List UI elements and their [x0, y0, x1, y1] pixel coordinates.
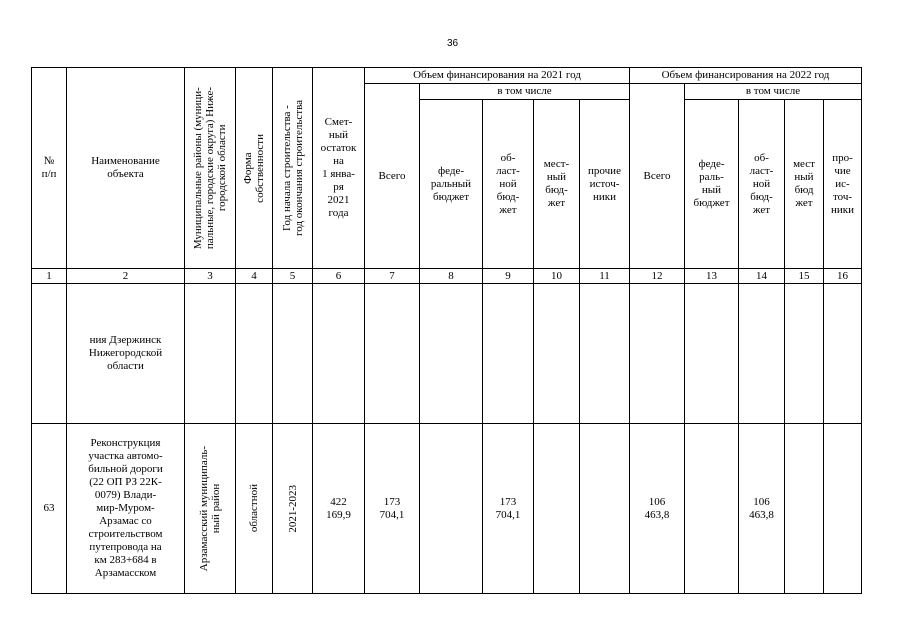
cell-total-2021: [365, 284, 420, 424]
cell-federal-2021: [420, 284, 483, 424]
header-ownership: [236, 68, 273, 269]
header-funding-2021: Объем финансирования на 2021 год: [365, 68, 630, 84]
header-ownership-text: Форма собственности: [242, 133, 266, 203]
column-number: 10: [534, 269, 580, 284]
page-number: 36: [446, 38, 459, 49]
cell-local-2022: [785, 424, 824, 594]
header-other-2021: прочие источ- ники: [580, 100, 630, 269]
cell-ownership-text: областной: [248, 484, 260, 533]
column-number: 13: [685, 269, 739, 284]
cell-municipality: [185, 424, 236, 594]
cell-regional-2022: [739, 284, 785, 424]
cell-no: 63: [32, 424, 67, 594]
cell-local-2021: [534, 424, 580, 594]
column-number: 7: [365, 269, 420, 284]
header-total-2022: Всего: [630, 84, 685, 269]
cell-years: [273, 284, 313, 424]
cell-municipality-text: Арзамасский муниципаль- ный район: [198, 445, 222, 572]
column-number: 14: [739, 269, 785, 284]
header-years: [273, 68, 313, 269]
header-municipality-text: Муниципальные районы (муници- пальные, городские округа) Ниже- городской области: [192, 86, 228, 250]
header-years-text: Год начала строительства - год окончания строительства: [280, 100, 305, 236]
cell-municipality: [185, 284, 236, 424]
header-regional-2021: об- ласт- ной бюд- жет: [483, 100, 534, 269]
header-regional-2022: об- ласт- ной бюд- жет: [739, 100, 785, 269]
cell-other-2022: [824, 424, 862, 594]
table-row: [32, 284, 862, 424]
cell-name: Реконструкция участка автомо- бильной дороги (22 ОП РЗ 22К- 0079) Влади- мир-Муром- Арзамас со строительством путепровода на км 283+684 в Арзамасском: [67, 424, 185, 594]
cell-regional-2022: 106 463,8: [739, 424, 785, 594]
column-number: 11: [580, 269, 630, 284]
header-federal-2021: феде- ральный бюджет: [420, 100, 483, 269]
header-local-2021: мест- ный бюд- жет: [534, 100, 580, 269]
cell-federal-2022: [685, 284, 739, 424]
table-row: [32, 424, 862, 594]
cell-other-2021: [580, 284, 630, 424]
cell-federal-2022: [685, 424, 739, 594]
cell-estimate: 422 169,9: [313, 424, 365, 594]
cell-total-2022: 106 463,8: [630, 424, 685, 594]
cell-no: [32, 284, 67, 424]
header-total-2021: Всего: [365, 84, 420, 269]
cell-total-2022: [630, 284, 685, 424]
cell-ownership: [236, 284, 273, 424]
column-number: 6: [313, 269, 365, 284]
cell-total-2021: 173 704,1: [365, 424, 420, 594]
cell-regional-2021: [483, 284, 534, 424]
column-number: 12: [630, 269, 685, 284]
cell-local-2021: [534, 284, 580, 424]
header-local-2022: мест ный бюд жет: [785, 100, 824, 269]
column-number: 5: [273, 269, 313, 284]
column-number: 15: [785, 269, 824, 284]
column-number: 4: [236, 269, 273, 284]
header-federal-2022: феде- раль- ный бюджет: [685, 100, 739, 269]
column-numbers-row: [32, 269, 862, 284]
cell-local-2022: [785, 284, 824, 424]
financing-table: [31, 67, 862, 594]
header-no: № п/п: [32, 68, 67, 269]
cell-federal-2021: [420, 424, 483, 594]
header-municipality: [185, 68, 236, 269]
header-estimate: Смет- ный остаток на 1 янва- ря 2021 года: [313, 68, 365, 269]
cell-name: ния Дзержинск Нижегородской области: [67, 284, 185, 424]
column-number: 16: [824, 269, 862, 284]
header-funding-2022: Объем финансирования на 2022 год: [630, 68, 862, 84]
column-number: 9: [483, 269, 534, 284]
header-name: Наименование объекта: [67, 68, 185, 269]
header-other-2022: про- чие ис- точ- ники: [824, 100, 862, 269]
cell-regional-2021: 173 704,1: [483, 424, 534, 594]
cell-years-text: 2021-2023: [286, 484, 299, 533]
cell-ownership: [236, 424, 273, 594]
cell-years: [273, 424, 313, 594]
cell-other-2022: [824, 284, 862, 424]
column-number: 8: [420, 269, 483, 284]
cell-other-2021: [580, 424, 630, 594]
column-number: 1: [32, 269, 67, 284]
cell-estimate: [313, 284, 365, 424]
column-number: 2: [67, 269, 185, 284]
header-incl-2021: в том числе: [420, 84, 630, 100]
column-number: 3: [185, 269, 236, 284]
header-incl-2022: в том числе: [685, 84, 862, 100]
